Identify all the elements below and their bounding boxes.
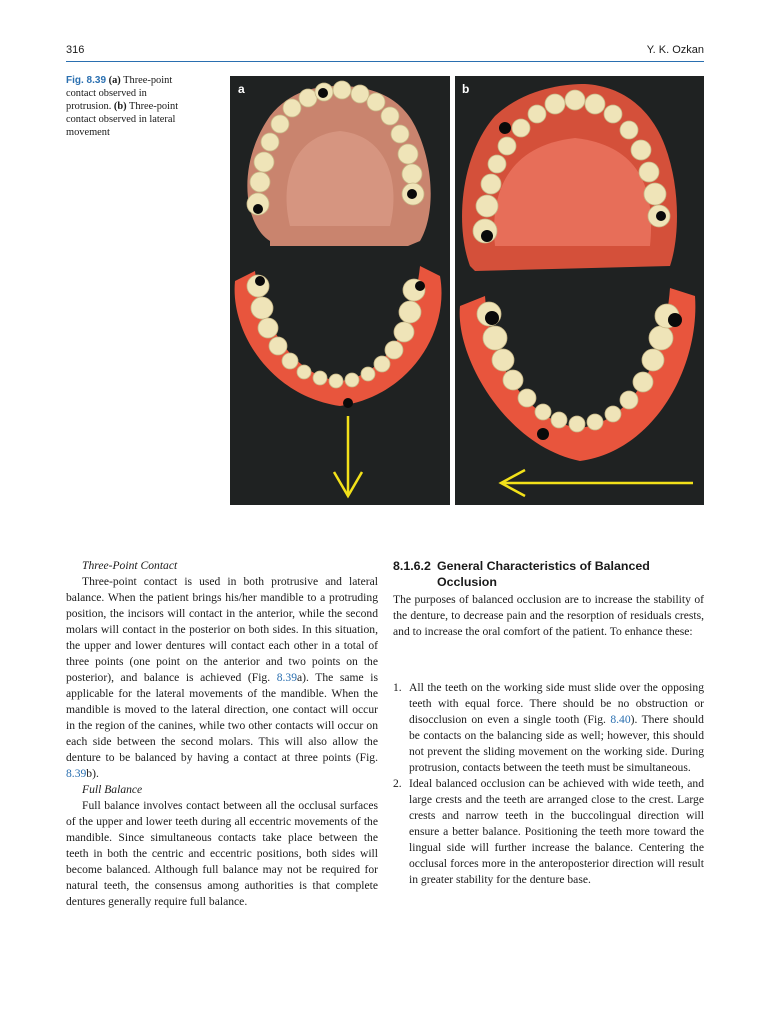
left-column xyxy=(66,558,378,910)
figure-reference-link[interactable]: 8.40 xyxy=(610,713,631,726)
panel-letter-b: b xyxy=(462,82,470,96)
section-title-line-2: Occlusion xyxy=(437,575,497,589)
paragraph-text: a). The same is applicable for the lateral movements of the mandible. When the mandible is moved to the lateral direction, one contact will occur in the region of the canines, while two other contacts will occur on each side between the second molars. This will also allow the denture to be balanced by having a contact at three points (Fig. xyxy=(66,671,378,764)
right-column xyxy=(393,558,704,888)
contact-mark-upper-b-left xyxy=(481,230,493,242)
list-item xyxy=(393,776,704,888)
list-item xyxy=(393,680,704,776)
caption-part-b-letter: (b) xyxy=(113,101,127,112)
subheading-full-balance: Full Balance xyxy=(82,783,143,796)
photo-panel-b xyxy=(455,76,704,505)
contact-mark-lower-b-left xyxy=(485,311,499,325)
photo-panel-a xyxy=(230,76,450,505)
contact-mark-upper-anterior xyxy=(318,88,328,98)
denture-illustration-a xyxy=(230,76,450,505)
contact-mark-lower-right xyxy=(415,281,425,291)
figure-reference-link[interactable]: 8.39 xyxy=(66,767,87,780)
list-item-text: All the teeth on the working side must slide over the opposing teeth with equal force. There should be no obstruction or disocclusion on even a single tooth (Fig. xyxy=(409,681,704,726)
contact-mark-upper-b-anterior xyxy=(499,122,511,134)
contact-mark-upper-left xyxy=(253,204,263,214)
characteristics-list xyxy=(393,680,704,888)
panel-letter-a: a xyxy=(238,82,245,96)
section-number: 8.1.6.2 xyxy=(393,559,431,573)
subheading-three-point-contact: Three-Point Contact xyxy=(82,559,178,572)
paragraph-three-point-contact xyxy=(66,574,378,782)
paragraph-text: b). xyxy=(86,767,99,780)
contact-mark-lower-left xyxy=(255,276,265,286)
spacer xyxy=(393,640,704,680)
contact-mark-lower-b-right xyxy=(668,313,682,327)
list-item-number: 1. xyxy=(393,681,402,694)
list-item-text: ). There should be contacts on the balancing side as well; however, this should not prevent the sliding movement on the working side. During protrusion, contacts between the teeth must be simultaneous. xyxy=(409,713,704,774)
paragraph-text: Three-point contact is used in both protrusive and lateral balance. When the patient brings his/her mandible to a protruding position, the incisors will contact in the anterior, while the second molars will contact in the posterior on both sides. In this situation, the upper and lower dentures will contact each other in a total of three points (one point on the anterior and two points on the posterior), and balance is achieved (Fig. xyxy=(66,575,378,684)
section-title-line-1: General Characteristics of Balanced xyxy=(437,559,650,573)
caption-part-a-letter: (a) xyxy=(108,75,121,86)
figure-label: Fig. 8.39 xyxy=(66,75,107,86)
list-item-text: Ideal balanced occlusion can be achieved with wide teeth, and large crests and the teeth are arranged close to the crest. Large crests and narrow teeth in the buccolingual direction will ensure a better balance. Positioning the teeth more toward the lingual side will further increase the balance. Centering the occlusal forces more in the anteroposterior direction will result in greater stability for the denture base. xyxy=(409,777,704,886)
section-heading xyxy=(393,558,704,590)
caption-part-b-text: Three-point contact observed in lateral movement xyxy=(66,101,179,138)
denture-illustration-b xyxy=(455,76,704,505)
page-number: 316 xyxy=(66,44,85,56)
section-intro: The purposes of balanced occlusion are to increase the stability of the denture, to decrease pain and the resorption of residuals crests, and to increase the oral comfort of the patient. To enhance these: xyxy=(393,593,704,638)
contact-mark-upper-right xyxy=(407,189,417,199)
list-item-number: 2. xyxy=(393,777,402,790)
contact-mark-lower-anterior xyxy=(343,398,353,408)
caption-part-a-text: Three-point contact observed in protrusion. xyxy=(66,75,173,112)
paragraph-full-balance: Full balance involves contact between all the occlusal surfaces of the upper and lower teeth during all eccentric movements of the mandible. Since simultaneous contacts take place between the teeth in both the centric and eccentric positions, both sides will become balanced. Although full balance may not be required for natural teeth, the consensus among authorities is that complete dentures generally require full balance. xyxy=(66,799,378,908)
running-head: Y. K. Ozkan xyxy=(646,44,704,56)
contact-mark-upper-b-right xyxy=(656,211,666,221)
figure-caption xyxy=(66,74,194,139)
header-rule xyxy=(66,61,704,62)
figure-reference-link[interactable]: 8.39 xyxy=(276,671,297,684)
contact-mark-lower-b-anterior xyxy=(537,428,549,440)
